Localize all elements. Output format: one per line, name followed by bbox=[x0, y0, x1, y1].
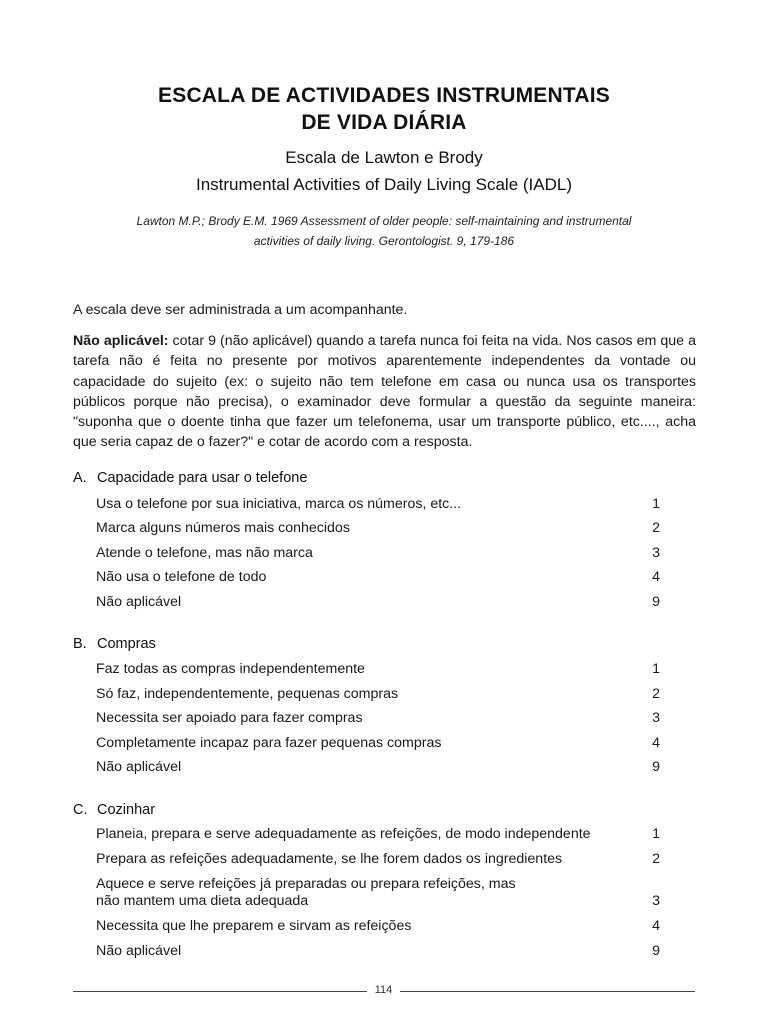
item-text: Não aplicável bbox=[96, 943, 182, 959]
list-item bbox=[96, 918, 659, 935]
list-item bbox=[96, 686, 659, 703]
reference-line2: activities of daily living. Gerontologist. 9, 179-186 bbox=[253, 234, 515, 248]
item-text: Não aplicável bbox=[96, 759, 182, 775]
list-item bbox=[96, 826, 659, 843]
intro-paragraph: A escala deve ser administrada a um acompanhante. bbox=[73, 302, 408, 318]
item-text: Planeia, prepara e serve adequadamente as refeições, de modo independente bbox=[96, 826, 591, 842]
section-heading-a bbox=[73, 470, 307, 486]
page-title-line1: ESCALA DE ACTIVIDADES INSTRUMENTAIS bbox=[158, 84, 610, 107]
not-applicable-paragraph bbox=[73, 331, 696, 453]
item-text: Usa o telefone por sua iniciativa, marca os números, etc... bbox=[96, 496, 462, 512]
section-letter: B. bbox=[73, 636, 87, 652]
not-applicable-label: Não aplicável: bbox=[73, 333, 169, 349]
page-number: 114 bbox=[374, 984, 393, 996]
section-heading-b bbox=[73, 636, 156, 652]
footer-rule-right bbox=[400, 991, 695, 992]
list-item bbox=[96, 851, 659, 868]
item-score: 2 bbox=[652, 686, 660, 702]
page-title-line2: DE VIDA DIÁRIA bbox=[301, 111, 467, 134]
section-title: Cozinhar bbox=[97, 802, 156, 818]
subtitle-line2: Instrumental Activities of Daily Living Scale (IADL) bbox=[195, 175, 573, 194]
item-score: 1 bbox=[652, 496, 660, 512]
item-text: Completamente incapaz para fazer pequenas compras bbox=[96, 735, 442, 751]
item-score: 1 bbox=[652, 826, 660, 842]
item-score: 2 bbox=[652, 520, 660, 536]
list-item bbox=[96, 594, 659, 611]
list-item bbox=[96, 520, 659, 537]
list-item bbox=[96, 876, 536, 910]
item-score: 3 bbox=[652, 893, 660, 909]
list-item bbox=[96, 496, 659, 513]
list-item bbox=[96, 759, 659, 776]
item-text: Faz todas as compras independentemente bbox=[96, 661, 365, 677]
footer-rule-left bbox=[73, 991, 367, 992]
item-score: 9 bbox=[652, 943, 660, 959]
list-item bbox=[96, 710, 659, 727]
item-text: Marca alguns números mais conhecidos bbox=[96, 520, 350, 536]
not-applicable-text: cotar 9 (não aplicável) quando a tarefa nunca foi feita na vida. Nos casos em que a tarefa não é feita no presente por motivos aparentemente independentes da vontade ou capacidade do sujeito (ex: o sujeito não tem telefone em casa ou nunca usa os transportes públicos porque não precisa), o examinador deve formular a questão da seguinte maneira: "suponha que o doente tinha que fazer um telefonema, usar um transporte público, etc...., acha que seria capaz de o fazer?" e cotar de acordo com a resposta. bbox=[73, 333, 696, 451]
section-letter: C. bbox=[73, 802, 88, 818]
item-text: Prepara as refeições adequadamente, se lhe forem dados os ingredientes bbox=[96, 851, 563, 867]
section-heading-c bbox=[73, 802, 155, 818]
item-score: 3 bbox=[652, 545, 660, 561]
subtitle-line1: Escala de Lawton e Brody bbox=[285, 148, 483, 167]
item-score: 4 bbox=[652, 569, 660, 585]
item-text: Só faz, independentemente, pequenas compras bbox=[96, 686, 399, 702]
list-item bbox=[96, 545, 659, 562]
list-item bbox=[96, 943, 659, 960]
item-score: 4 bbox=[652, 918, 660, 934]
section-letter: A. bbox=[73, 470, 87, 486]
item-text: Não usa o telefone de todo bbox=[96, 569, 267, 585]
item-text: Necessita ser apoiado para fazer compras bbox=[96, 710, 363, 726]
section-title: Capacidade para usar o telefone bbox=[97, 470, 308, 486]
item-score: 4 bbox=[652, 735, 660, 751]
reference-line1: Lawton M.P.; Brody E.M. 1969 Assessment of older people: self-maintaining and instrumental bbox=[136, 214, 632, 228]
list-item bbox=[96, 735, 659, 752]
item-text: Necessita que lhe preparem e sirvam as refeições bbox=[96, 918, 412, 934]
list-item bbox=[96, 661, 659, 678]
item-text: Atende o telefone, mas não marca bbox=[96, 545, 313, 561]
item-text: Não aplicável bbox=[96, 594, 182, 610]
item-text: Aquece e serve refeições já preparadas ou prepara refeições, mas não mantem uma dieta adequada bbox=[96, 876, 516, 909]
item-score: 2 bbox=[652, 851, 660, 867]
section-title: Compras bbox=[97, 636, 156, 652]
item-score: 1 bbox=[652, 661, 660, 677]
list-item bbox=[96, 569, 659, 586]
item-score: 3 bbox=[652, 710, 660, 726]
item-score: 9 bbox=[652, 759, 660, 775]
item-score: 9 bbox=[652, 594, 660, 610]
